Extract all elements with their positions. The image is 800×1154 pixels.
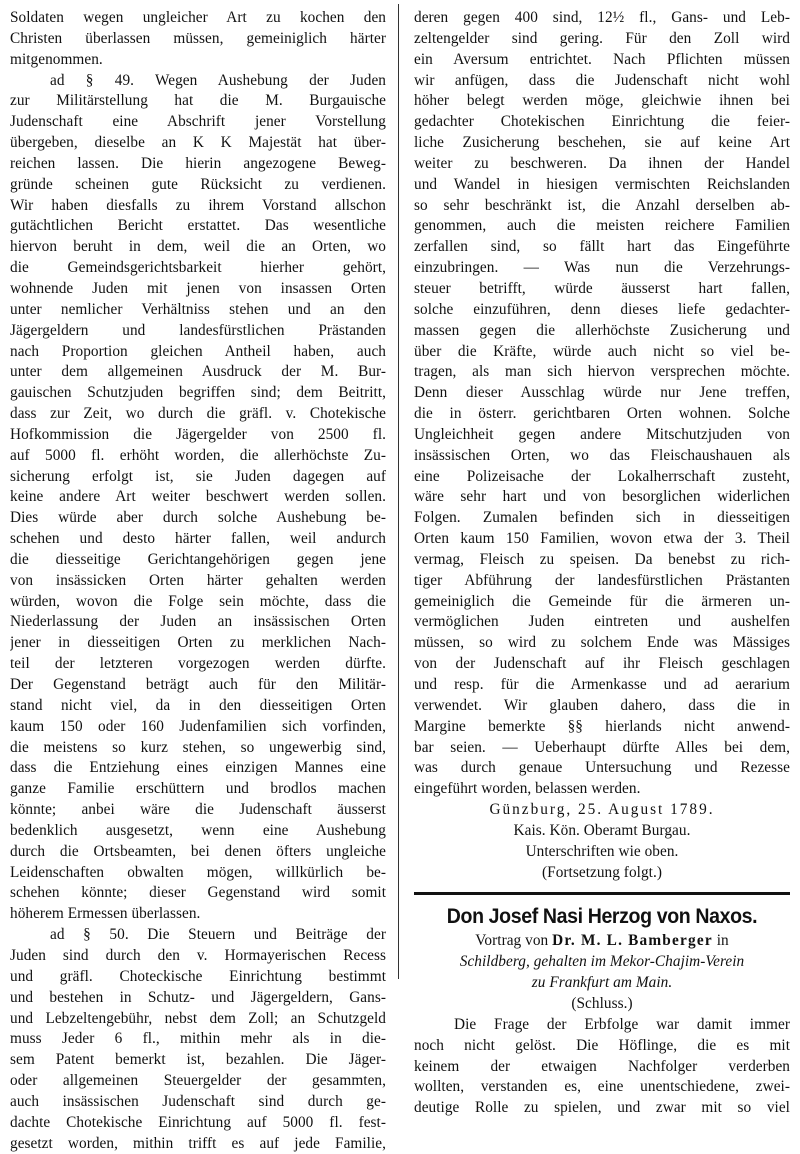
text-line: mitgenommen. — [10, 50, 103, 68]
text-line: genommen, auch die meisten reichere Familien — [414, 217, 790, 235]
byline-suffix: in — [712, 932, 729, 950]
text-line: Judenschaft eine Abschrift jener Vorstellung — [10, 113, 386, 131]
text-line: vermöglichen Juden eintreten und aushelfen — [414, 613, 790, 631]
article-text-line: wollten, verstanden es, eine unentschiedene, zwei- — [414, 1078, 790, 1096]
text-line: Soldaten wegen ungleicher Art zu kochen den — [10, 9, 386, 26]
byline-author: Dr. M. L. Bamberger — [552, 932, 713, 950]
text-line: die Gemeindsgerichtsbarkeit hierher gehört, — [10, 259, 386, 277]
text-line: kaum 150 oder 160 Judenfamilien sich vorfinden, — [10, 717, 386, 735]
text-line: zerfallen sind, so fällt hart das Eingeführte — [414, 238, 790, 256]
text-line: und Wandel in hiesigen vermischten Reichslanden — [414, 175, 790, 193]
text-line: wir anfügen, dass die Judenschaft nicht wohl — [414, 71, 790, 89]
text-line: stand nicht viel, da in den diesseitigen Orten — [10, 696, 386, 714]
article-headline: Don Josef Nasi Herzog von Naxos. — [446, 905, 758, 929]
text-line: unter nemlicher Verhältniss stehen und an den — [10, 300, 386, 318]
section-50-start: ad § 50. Die Steuern und Beiträge der — [50, 926, 386, 944]
text-line: vermag, Fleisch zu speisen. Da benebst zu rich- — [414, 550, 790, 568]
text-line: schehen und desto härter fallen, weil andurch — [10, 530, 386, 548]
text-line: Wir haben diesfalls zu ihrem Vorstand allschon — [10, 196, 386, 214]
text-line: liche Zusicherung beschehen, sie auf keine Art — [414, 134, 790, 152]
text-line: höher belegt werden möge, gleichwie ihnen bei — [414, 92, 790, 110]
text-line: von der Judenschaft auf ihr Fleisch geschlagen — [414, 655, 790, 673]
continued-note: (Fortsetzung folgt.) — [542, 863, 662, 881]
article-byline — [414, 931, 790, 952]
section-49-start: ad § 49. Wegen Aushebung der Juden — [50, 71, 386, 89]
text-line: sicherung erfolgt ist, sie Juden dagegen auf — [10, 467, 386, 485]
text-line: ganze Familie erschüttern und brodlos machen — [10, 780, 386, 798]
text-line: massen gegen die allerhöchste Zusicherung und — [414, 321, 790, 339]
text-line: tiger Abführung der landesfürstlichen Prästanten — [414, 571, 790, 589]
article-text-line: Die Frage der Erbfolge war damit immer — [454, 1015, 790, 1033]
text-line: die in österr. gerichtbaren Orten wohnen. Solche — [414, 405, 790, 423]
text-line: könnte; anbei wäre die Judenschaft äusserst — [10, 801, 386, 819]
article-separator — [414, 892, 790, 895]
text-line: sem Patent bemerkt ist, bezahlen. Die Jäger- — [10, 1051, 386, 1069]
text-line: über die Kräfte, würde auch nicht so viel be- — [414, 342, 790, 360]
text-line: gutächtlichen Bericht erstattet. Das wesentliche — [10, 217, 386, 235]
text-line: dass die Entziehung eines einzigen Mannes eine — [10, 759, 386, 777]
signoff-place-date: Günzburg, 25. August 1789. — [489, 801, 715, 819]
text-line: steuer betrifft, würde äusserst hart fallen, — [414, 279, 790, 297]
text-line: würden, wovon die Folge sein möchte, dass die — [10, 592, 386, 610]
text-line: die meistens so kurz stehen, so ungewerbig sind, — [10, 738, 386, 756]
text-line: übergeben, dieselbe an K K Majestät hat über- — [10, 134, 386, 152]
text-line: oder allgemeinen Steuergelder der gesammten, — [10, 1072, 386, 1090]
text-line: Christen überlassen müssen, gemeiniglich härter — [10, 29, 386, 47]
article-text-line: deutige Rolle zu spielen, und zwar mit so viel — [414, 1099, 790, 1117]
text-line: gemeiniglich die Gemeinde für die ärmeren un- — [414, 592, 790, 610]
text-line: reichen lassen. Die hierin angezogene Beweg- — [10, 154, 386, 172]
text-line: eingeführt worden, belassen werden. — [414, 780, 641, 798]
signoff-signatures: Unterschriften wie oben. — [525, 842, 679, 860]
text-line: zur Militärstellung hat die M. Burgauische — [10, 92, 386, 110]
text-line: Hofkommission die Jägergelder von 2500 fl. — [10, 425, 386, 443]
text-line: Margine bemerkte §§ hierlands nicht anwend- — [414, 717, 790, 735]
column-divider — [398, 4, 399, 979]
left-column — [10, 8, 386, 1154]
text-line: Ungleichheit gegen andere Mitschutzjuden von — [414, 425, 790, 443]
article-text-line: keinem der etwaigen Nachfolger verderben — [414, 1057, 790, 1075]
text-line: Niederlassung der Juden an insässischen Orten — [10, 613, 386, 631]
text-line: insässischen Orten, wo das Fleischaushauen als — [414, 446, 790, 464]
text-line: eine Polizeisache der Lokalherrschaft zusteht, — [414, 467, 790, 485]
text-line: Leidenschaften obwalten mögen, willkürlich be- — [10, 863, 386, 881]
text-line: Juden sind durch den v. Hormayerischen Recess — [10, 946, 386, 964]
text-line: tragen, als man sich hiervon versprechen möchte. — [414, 363, 790, 381]
text-line: einzubringen. — Was nun die Verzehrungs- — [414, 259, 790, 277]
text-line: ein Aversum entrichtet. Nach Pflichten müssen — [414, 50, 790, 68]
text-line: und gräfl. Choteckische Einrichtung bestimmt — [10, 967, 386, 985]
text-line: Denn dieser Ausschlag würde nur Jene treffen, — [414, 384, 790, 402]
text-line: Der Gegenstand beträgt auch für den Militär- — [10, 676, 386, 693]
text-line: und bestehen in Schutz- und Jägergeldern, Gans- — [10, 988, 386, 1006]
text-line: gesetzt worden, mithin trifft es auf jede Familie, — [10, 1134, 386, 1152]
text-line: weiter zu beschweren. Da ihnen der Handel — [414, 154, 790, 172]
text-line: bar seien. — Ueberhaupt dürfte Alles bei dem, — [414, 738, 790, 756]
right-column — [414, 8, 790, 1119]
text-line: Orten kaum 150 Familien, wovon etwa der 3. Theil — [414, 530, 790, 548]
text-line: muss Jeder 6 fl., mithin mehr als in die- — [10, 1030, 386, 1048]
text-line: verwendet. Wir glauben dahero, dass die in — [414, 696, 790, 714]
text-line: solche einzuführen, denn dieses liefe gedachter- — [414, 300, 790, 318]
text-line: deren gegen 400 sind, 12½ fl., Gans- und Leb- — [414, 9, 790, 26]
text-line: wohnende Juden mit jenen von insassen Orten — [10, 279, 386, 297]
text-line: dachte Chotekische Einrichtung auf 5000 fl. fest- — [10, 1113, 386, 1131]
text-line: höherem Ermessen überlassen. — [10, 905, 201, 923]
text-line: so sehr beschränkt ist, die Anzahl derselben ab- — [414, 196, 790, 214]
text-line: die diesseitige Gerichtangehörigen gegen jene — [10, 550, 386, 568]
text-line: jener in diesseitigen Orten zu merklichen Nach- — [10, 634, 386, 652]
text-line: wäre sehr hart und von besorglichen widerlichen — [414, 488, 790, 506]
text-line: hiervon beruht in dem, weil die an Orten, wo — [10, 238, 386, 256]
text-line: zeltengelder sind gering. Für den Zoll wird — [414, 29, 790, 47]
text-line: keine andere Art weiter beschwert werden sollen. — [10, 488, 386, 506]
text-line: und resp. für die Armenkasse und ad aerarium — [414, 676, 790, 693]
text-line: was durch genaue Untersuchung und Rezesse — [414, 759, 790, 777]
text-line: dass zur Zeit, wo durch die gräfl. v. Chotekische — [10, 405, 386, 423]
text-line: Jägergeldern und landesfürstlichen Prästanden — [10, 321, 386, 339]
text-line: bedenklich ausgesetzt, wenn eine Aushebung — [10, 821, 386, 839]
article-byline-city: zu Frankfurt am Main. — [531, 974, 673, 992]
text-line: nach Proportion gleichen Antheil haben, auch — [10, 342, 386, 360]
byline-prefix: Vortrag von — [475, 932, 553, 950]
text-line: gauischen Schutzjuden begriffen sind; dem Beitritt, — [10, 384, 386, 402]
text-line: gedachter Chotekischen Einrichtung die feier- — [414, 113, 790, 131]
text-line: teil der letzteren vorgezogen werden dürfte. — [10, 655, 386, 673]
article-text-line: noch nicht gelöst. Die Höflinge, die es mit — [414, 1036, 790, 1054]
text-line: unter dem allgemeinen Ausdruck der M. Bur- — [10, 363, 386, 381]
text-line: gründe scheinen gute Rücksicht zu verdienen. — [10, 175, 386, 193]
article-byline-place: Schildberg, gehalten im Mekor-Chajim-Verein — [459, 953, 745, 971]
text-line: Dies würde aber durch solche Aushebung be- — [10, 509, 386, 527]
text-line: und Lebzeltengebühr, nebst dem Zoll; an Schutzgeld — [10, 1009, 386, 1027]
text-line: schehen könnte; dieser Gegenstand wird somit — [10, 884, 386, 902]
text-line: durch die Ortsbeamten, bei denen öfters ungleiche — [10, 842, 386, 860]
signoff-office: Kais. Kön. Oberamt Burgau. — [513, 821, 691, 839]
text-line: müssen, so wird zu solchem Ende was Mässiges — [414, 634, 790, 652]
article-part-label: (Schluss.) — [571, 994, 633, 1012]
text-line: auf 5000 fl. erhöht worden, die allerhöchste Zu- — [10, 446, 386, 464]
text-line: auch insässischen Judenschaft sind durch ge- — [10, 1092, 386, 1110]
text-line: von insässicken Orten härter gehalten werden — [10, 571, 386, 589]
text-line: Folgen. Zumalen befinden sich in diesseitigen — [414, 509, 790, 527]
